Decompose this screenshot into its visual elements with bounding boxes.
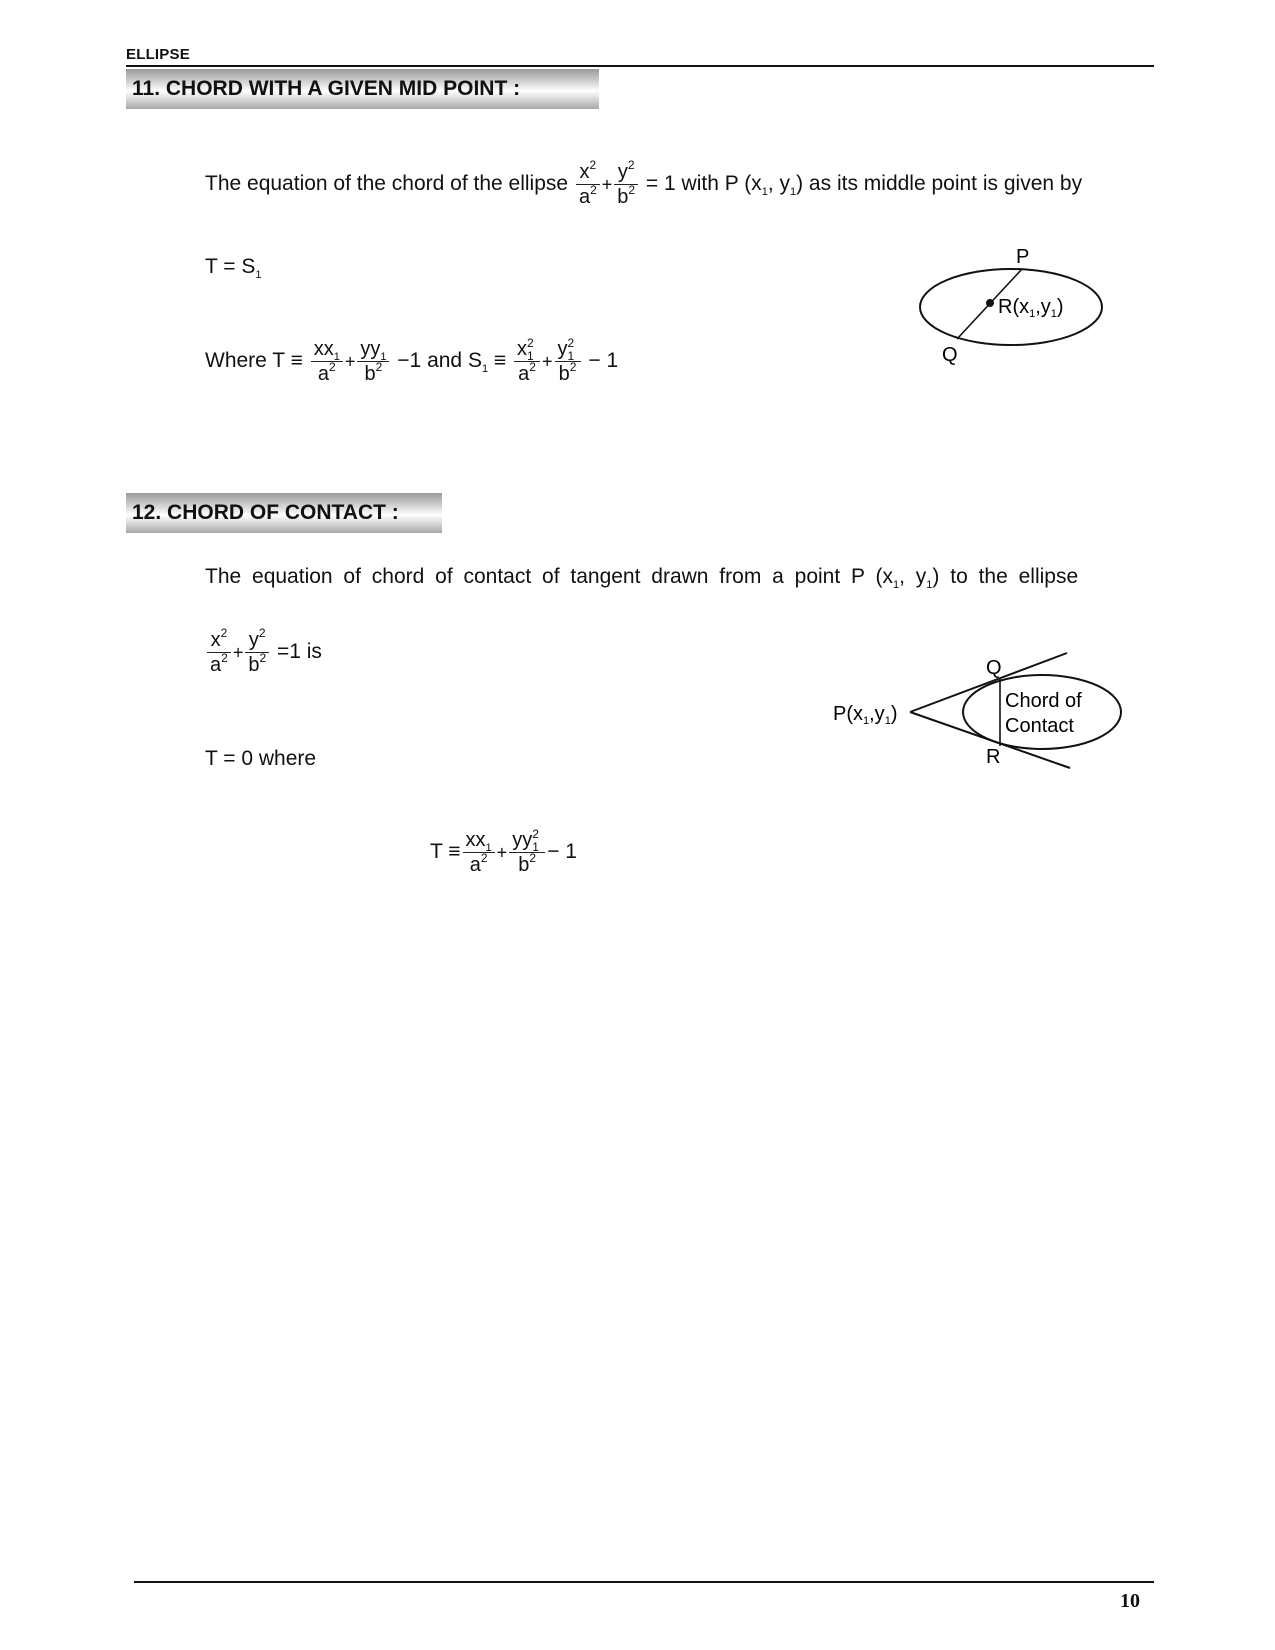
chord-midpoint-result: $T = S_1$: [205, 255, 262, 281]
label-R: $R(x_1,y_1)$: [998, 296, 1064, 320]
section-11-heading: 11. CHORD WITH A GIVEN MID POINT :: [126, 69, 599, 109]
fraction-xx1-a2: $\frac{xx_1}{a^2}$: [463, 828, 495, 877]
fraction-x2-a2: $\frac{x^2}{a^2}$: [207, 628, 231, 677]
fraction-y2-b2: $\frac{y^2}{b^2}$: [614, 160, 638, 209]
fraction-yy1-b2: $\frac{yy_1}{b^2}$: [357, 337, 389, 386]
footer-rule: [134, 1581, 1154, 1583]
section-12-intro: The equation of chord of contact of tangent drawn from a point P ($x_1$, $y_1$) to the ellipse: [205, 565, 1079, 591]
fraction-yy1sq-b2: yy 2 1 $b^2$: [509, 828, 545, 877]
label-Q: Q: [986, 657, 1002, 679]
label-P: P: [1016, 246, 1030, 268]
chord-of-contact-diagram: [820, 640, 1140, 790]
label-R: R: [986, 746, 1001, 768]
label-chord-line1: Chord of: [1005, 690, 1082, 712]
section-12-heading: 12. CHORD OF CONTACT :: [126, 493, 442, 533]
fraction-x1sq-a2: x 2 1 $a^2$: [514, 337, 540, 386]
midpoint-dot: [986, 299, 994, 307]
chord-contact-condition: T = 0 where: [205, 747, 317, 770]
label-P: $P(x_1,y_1)$: [833, 703, 898, 727]
label-chord-line2: Contact: [1005, 715, 1074, 737]
page-number: 10: [1120, 1590, 1140, 1612]
fraction-y2-b2: $\frac{y^2}{b^2}$: [245, 628, 269, 677]
intro-text: The equation of the chord of the ellipse: [205, 172, 569, 196]
fraction-x2-a2: $\frac{x^2}{a^2}$: [576, 160, 600, 209]
running-header: ELLIPSE: [126, 46, 190, 63]
label-Q: Q: [942, 344, 958, 366]
section-12-t-formula: T ≡ $\frac{xx_1}{a^2}$ + yy 2 1 $b^2$ − 1: [430, 827, 577, 876]
midpoint-chord-diagram: [900, 235, 1140, 370]
fraction-y1sq-b2: y 2 1 $b^2$: [555, 337, 581, 386]
section-12-ellipse-equation: $\frac{x^2}{a^2}$ + $\frac{y^2}{b^2}$ =1 is: [205, 628, 322, 677]
section-11-definitions: Where T ≡ $\frac{xx_1}{a^2}$ + $\frac{yy_1}{b^2}$ −1 and $S_1$ ≡ x 2 1 $a^2$ + y 2 1 $b^2$ − 1: [205, 336, 619, 385]
fraction-xx1-a2: $\frac{xx_1}{a^2}$: [311, 337, 343, 386]
header-rule: [126, 65, 1154, 67]
section-11-intro: The equation of the chord of the ellipse $\frac{x^2}{a^2}$ + $\frac{y^2}{b^2}$ = 1 with P ($x_1$, $y_1$) as its middle point is given by: [205, 158, 1083, 208]
